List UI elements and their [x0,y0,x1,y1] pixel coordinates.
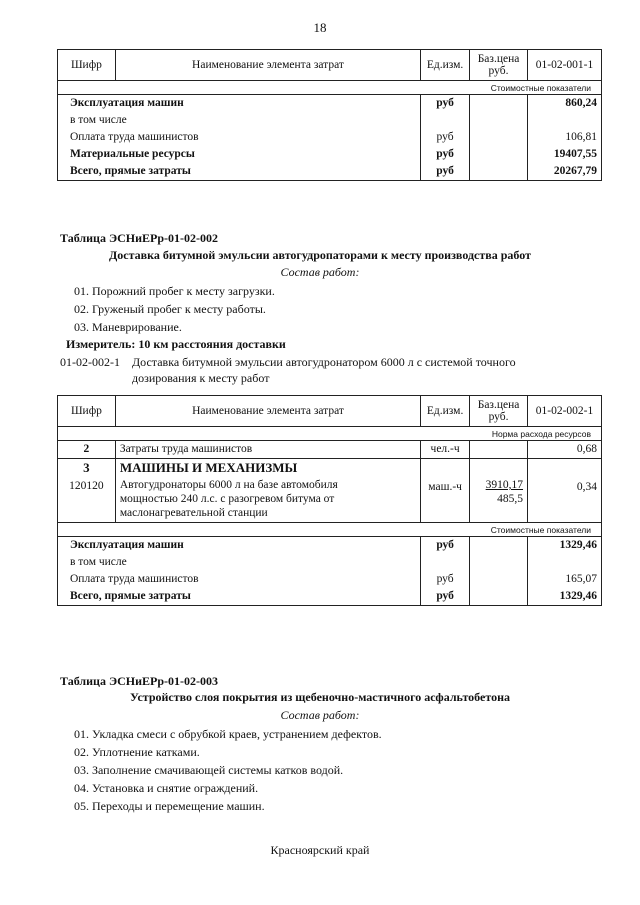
row-value: 106,81 [528,129,602,146]
row-code: 120120 [69,480,104,492]
row-name: Эксплуатация машин [58,537,421,555]
measure-unit: Измеритель: 10 км расстояния доставки [66,337,286,351]
row-unit: чел.-ч [421,441,470,459]
row-name: Автогудронаторы 6000 л на базе автомобиля [119,479,338,491]
table-row [58,163,602,181]
row-name: Оплата труда машинистов [58,571,421,588]
works-heading: Состав работ: [280,265,360,279]
table-row [58,537,602,555]
table-title: Таблица ЭСНиЕРр-01-02-002 [60,231,219,245]
work-item: 02. Груженый пробег к месту работы. [74,302,266,316]
works-heading: Состав работ: [280,708,360,722]
item-description-cont: дозирования к месту работ [132,371,270,385]
row-name: в том числе [58,554,421,571]
row-name: Всего, прямые затраты [58,163,421,181]
row-name: в том числе [58,112,421,129]
cost-table-01-02-001-1 [57,49,602,181]
table-subtitle: Устройство слоя покрытия из щебеночно-мастичного асфальтобетона [129,690,511,704]
table-row [58,554,602,571]
table-row [58,129,602,146]
table-header [58,396,602,427]
row-unit: руб [421,588,470,606]
page-number: 18 [313,20,327,35]
table-row [58,146,602,163]
row-value: 1329,46 [528,537,602,555]
work-item: 01. Порожний пробег к месту загрузки. [74,284,275,298]
row-name: Затраты труда машинистов [115,441,420,459]
work-item: 03. Маневрирование. [74,320,182,334]
col-code-header: Шифр [58,396,116,427]
row-name: мощностью 240 л.с. с разогревом битума от [119,493,335,505]
col-code-header: Шифр [58,50,116,81]
row-unit: руб [421,146,470,163]
section-label: Норма расхода ресурсов [58,427,602,441]
row-code: 3 [83,460,90,475]
row-name: МАШИНЫ И МЕХАНИЗМЫ [119,460,298,475]
table-subtitle: Доставка битумной эмульсии автогудропаторами к месту производства работ [109,248,531,262]
col-id-header: 01-02-001-1 [528,50,602,81]
row-name: Всего, прямые затраты [58,588,421,606]
row-code: 2 [58,441,116,459]
row-name: Материальные ресурсы [58,146,421,163]
section-label: Стоимостные показатели [58,523,602,537]
work-item: 03. Заполнение смачивающей системы катков водой. [74,763,344,777]
col-id-header: 01-02-002-1 [528,396,602,427]
row-value: 20267,79 [528,163,602,181]
col-name-header: Наименование элемента затрат [115,396,420,427]
work-item: 04. Установка и снятие ограждений. [74,781,259,795]
row-value: 19407,55 [528,146,602,163]
section-label: Стоимостные показатели [58,81,602,95]
row-price: 485,5 [497,493,524,505]
row-price: 3910,17 [485,479,524,491]
table-row [58,588,602,606]
table-row [58,112,602,129]
table-header [58,50,602,81]
col-unit-header: Ед.изм. [421,50,470,81]
col-unit-header: Ед.изм. [421,396,470,427]
table-row [58,459,602,523]
row-name: Оплата труда машинистов [58,129,421,146]
table-row [58,95,602,113]
row-value: 0,34 [528,459,602,523]
item-code: 01-02-002-1 [60,355,120,369]
work-item: 05. Переходы и перемещение машин. [74,799,265,813]
row-unit: маш.-ч [421,459,470,523]
page-footer: Красноярский край [270,843,370,857]
row-unit: руб [421,537,470,555]
item-description: Доставка битумной эмульсии автогудронатором 6000 л с системой точного [132,355,516,369]
table-row [58,441,602,459]
row-name: Эксплуатация машин [58,95,421,113]
row-name: маслонагревательной станции [119,507,268,519]
row-unit: руб [421,571,470,588]
work-item: 01. Укладка смеси с обрубкой краев, устранением дефектов. [74,727,382,741]
row-value: 860,24 [528,95,602,113]
col-price-header: Баз.цена руб. [470,396,528,427]
table-row [58,571,602,588]
table-title: Таблица ЭСНиЕРр-01-02-003 [60,674,219,688]
row-unit: руб [421,129,470,146]
work-item: 02. Уплотнение катками. [74,745,200,759]
cost-table-01-02-002-1 [57,395,602,606]
row-value: 0,68 [528,441,602,459]
row-unit: руб [421,95,470,113]
col-price-header: Баз.цена руб. [470,50,528,81]
row-unit: руб [421,163,470,181]
col-name-header: Наименование элемента затрат [115,50,420,81]
row-value: 165,07 [528,571,602,588]
row-value: 1329,46 [528,588,602,606]
